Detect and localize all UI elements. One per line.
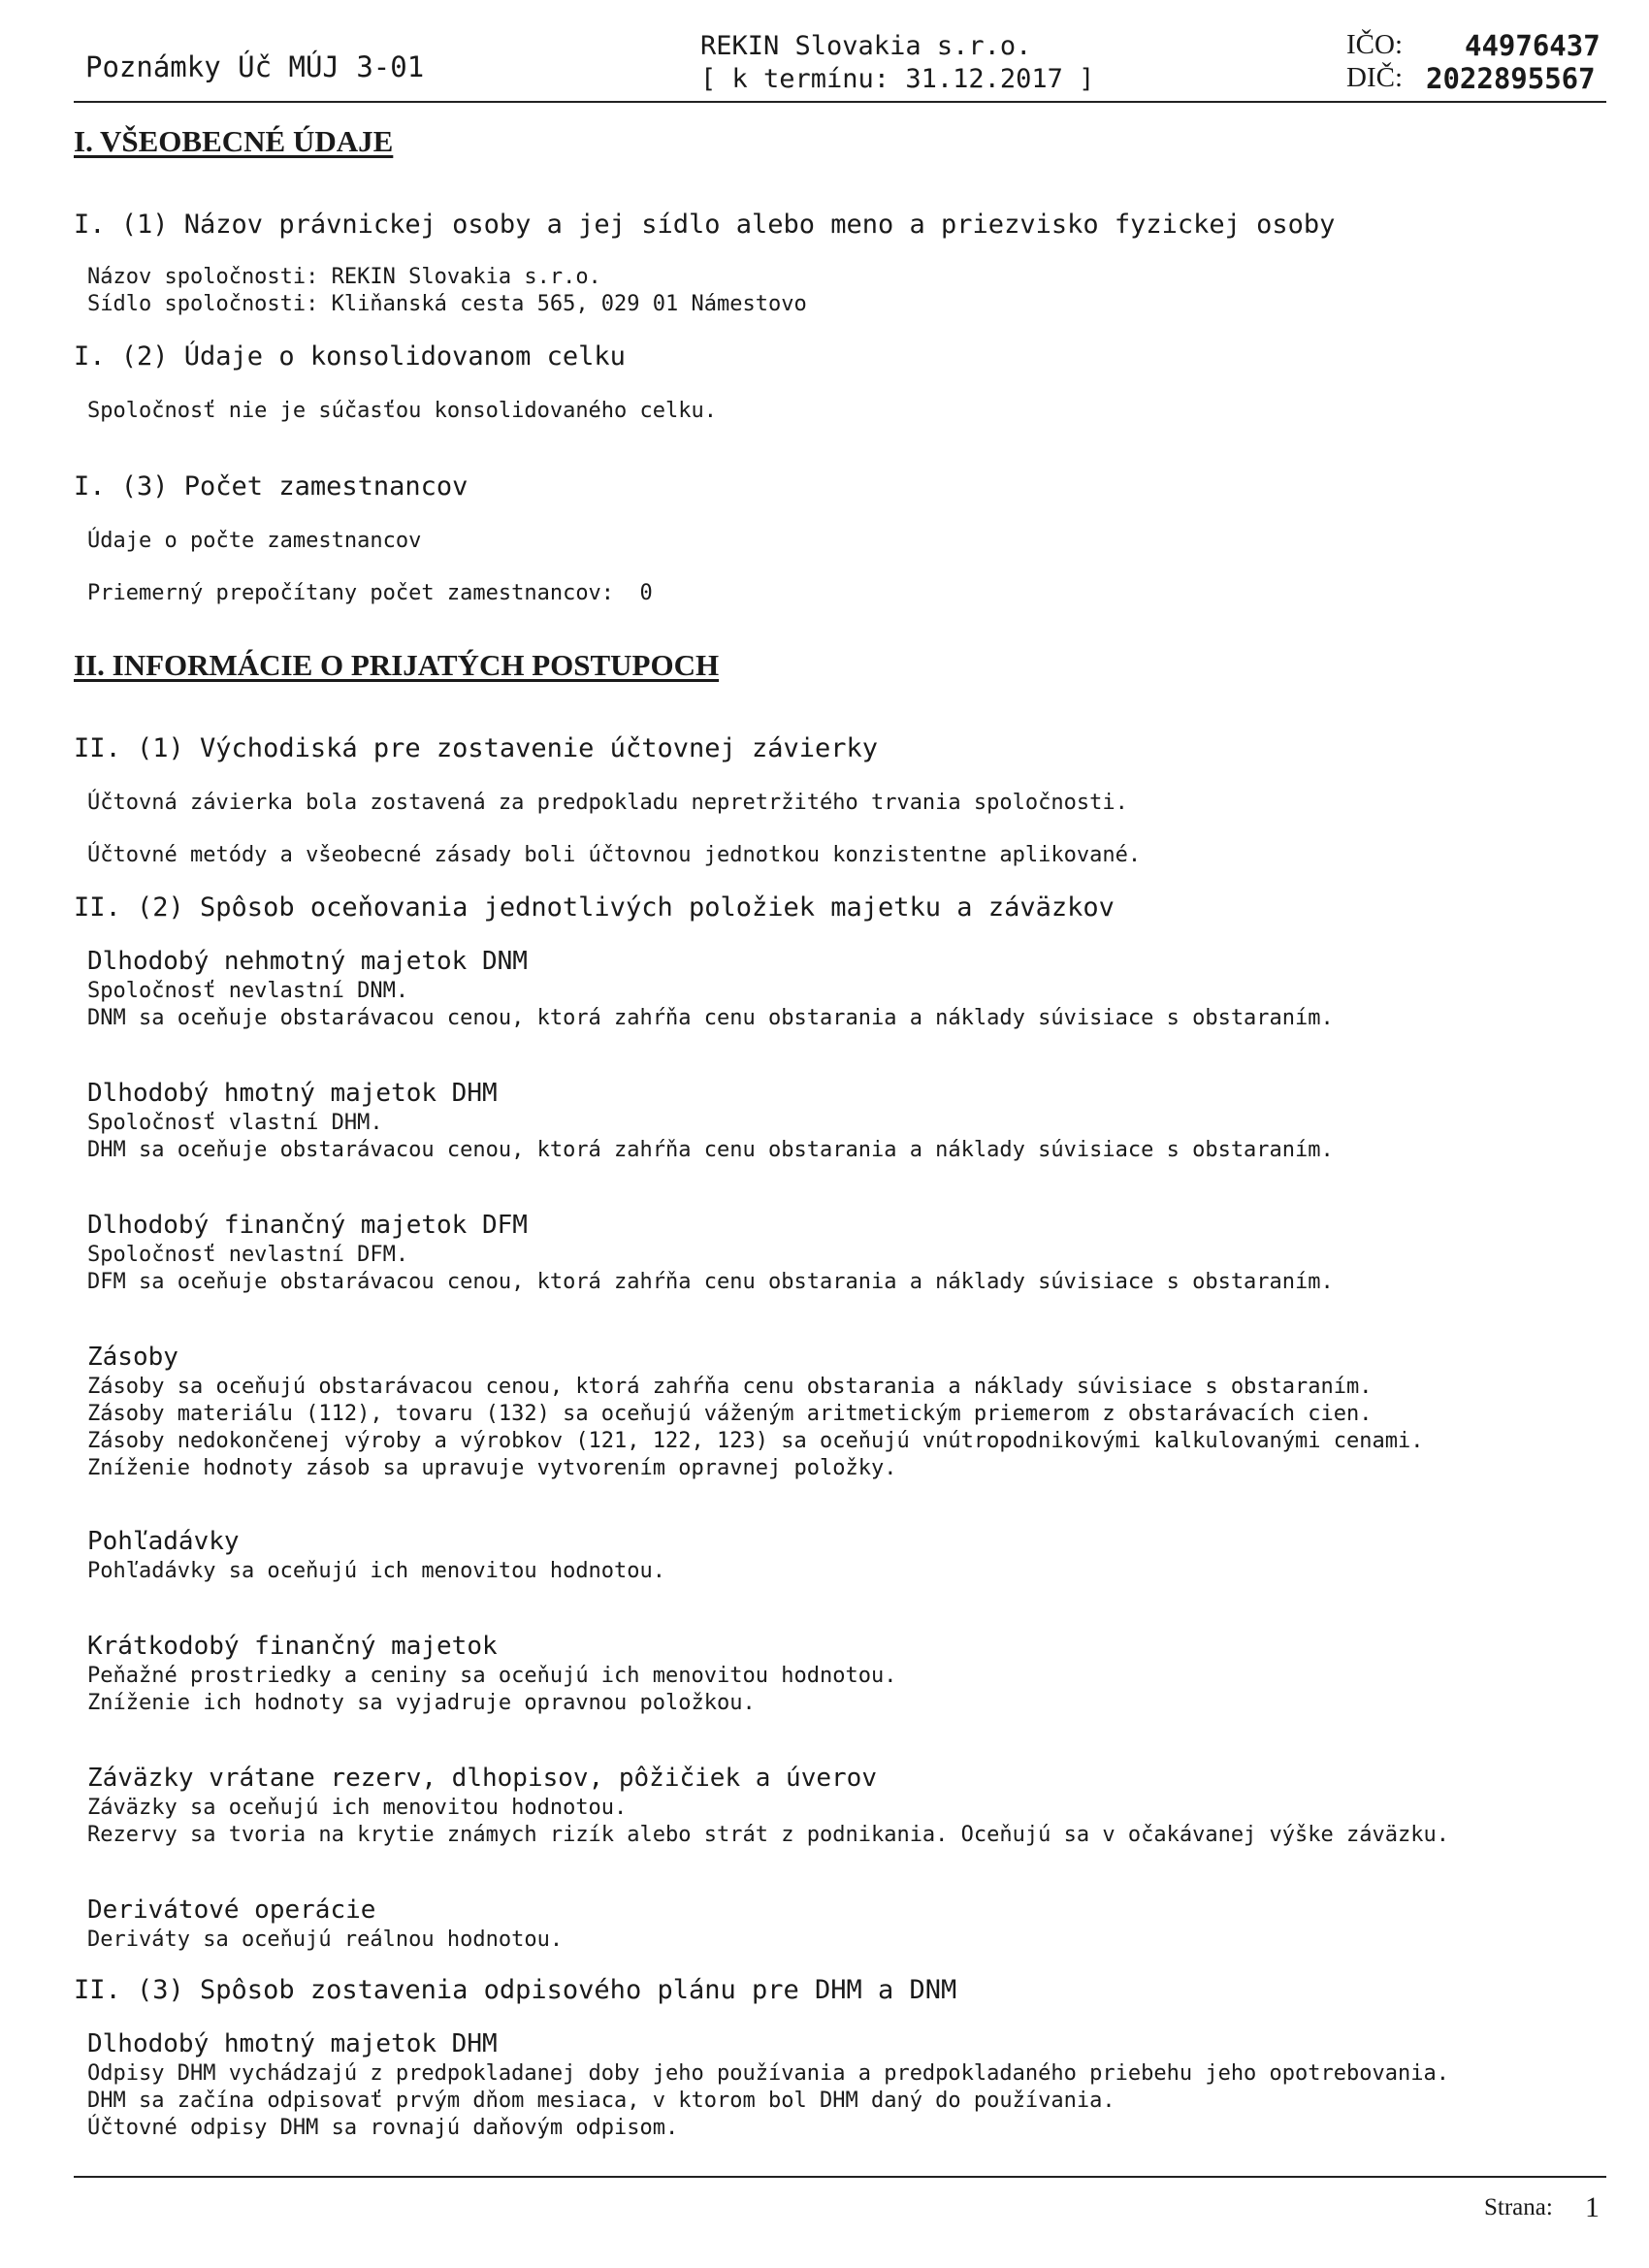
going-concern-text: Účtovná závierka bola zostavená za predpokladu nepretržitého trvania spoločnosti.	[87, 791, 1128, 815]
deadline-date: [ k termínu: 31.12.2017 ]	[700, 64, 1095, 94]
liabilities-title: Záväzky vrátane rezerv, dlhopisov, pôžičiek a úverov	[87, 1764, 877, 1793]
section-1-2-heading: I. (2) Údaje o konsolidovanom celku	[74, 341, 626, 372]
dhm-title: Dlhodobý hmotný majetok DHM	[87, 1079, 498, 1108]
depreciation-line-1: Odpisy DHM vychádzajú z predpokladanej doby jeho používania a predpokladaného priebehu jeho opotrebovania.	[87, 2061, 1449, 2086]
short-term-assets-title: Krátkodobý finančný majetok	[87, 1632, 498, 1661]
dic-label: DIČ:	[1346, 62, 1403, 93]
dfm-line-1: Spoločnosť nevlastní DFM.	[87, 1243, 409, 1267]
inventory-line-4: Zníženie hodnoty zásob sa upravuje vytvorením opravnej položky.	[87, 1456, 897, 1480]
receivables-title: Pohľadávky	[87, 1527, 240, 1556]
inventory-line-3: Zásoby nedokončenej výroby a výrobkov (121, 122, 123) sa oceňujú vnútropodnikovými kalkulovanými cenami.	[87, 1429, 1424, 1453]
document-code: Poznámky Úč MÚJ 3-01	[85, 50, 425, 83]
dhm-line-1: Spoločnosť vlastní DHM.	[87, 1111, 383, 1135]
dfm-line-2: DFM sa oceňuje obstarávacou cenou, ktorá zahŕňa cenu obstarania a náklady súvisiace s obstaraním.	[87, 1270, 1334, 1294]
page-label: Strana:	[1484, 2194, 1553, 2220]
ico-value: 44976437	[1465, 29, 1600, 62]
short-term-assets-line-2: Zníženie ich hodnoty sa vyjadruje opravnou položkou.	[87, 1691, 756, 1715]
inventory-title: Zásoby	[87, 1343, 178, 1372]
company-name-line: Názov spoločnosti: REKIN Slovakia s.r.o.	[87, 265, 601, 289]
section-2-3-heading: II. (3) Spôsob zostavenia odpisového plánu pre DHM a DNM	[74, 1975, 957, 2005]
dfm-title: Dlhodobý finančný majetok DFM	[87, 1211, 528, 1240]
section-2-1-heading: II. (1) Východiská pre zostavenie účtovnej závierky	[74, 733, 879, 763]
section-1-1-heading: I. (1) Názov právnickej osoby a jej sídlo alebo meno a priezvisko fyzickej osoby	[74, 210, 1336, 240]
header-divider	[74, 101, 1606, 103]
depreciation-line-3: Účtovné odpisy DHM sa rovnajú daňovým odpisom.	[87, 2116, 679, 2140]
page-number: 1	[1585, 2191, 1600, 2223]
section-2-2-heading: II. (2) Spôsob oceňovania jednotlivých položiek majetku a záväzkov	[74, 892, 1115, 923]
consolidation-text: Spoločnosť nie je súčasťou konsolidovaného celku.	[87, 399, 718, 423]
inventory-line-2: Zásoby materiálu (112), tovaru (132) sa oceňujú váženým aritmetickým priemerom z obstarávacích cien.	[87, 1402, 1373, 1426]
liabilities-line-2: Rezervy sa tvoria na krytie známych rizík alebo strát z podnikania. Oceňujú sa v očakávanej výške záväzku.	[87, 1823, 1449, 1847]
derivatives-line-1: Deriváty sa oceňujú reálnou hodnotou.	[87, 1928, 564, 1952]
inventory-line-1: Zásoby sa oceňujú obstarávacou cenou, ktorá zahŕňa cenu obstarania a náklady súvisiace s obstaraním.	[87, 1375, 1373, 1399]
short-term-assets-line-1: Peňažné prostriedky a ceniny sa oceňujú ich menovitou hodnotou.	[87, 1664, 897, 1688]
dnm-line-2: DNM sa oceňuje obstarávacou cenou, ktorá zahŕňa cenu obstarania a náklady súvisiace s obstaraním.	[87, 1006, 1334, 1030]
receivables-line-1: Pohľadávky sa oceňujú ich menovitou hodnotou.	[87, 1559, 666, 1583]
section-1-title: I. VŠEOBECNÉ ÚDAJE	[74, 124, 394, 158]
derivatives-title: Derivátové operácie	[87, 1895, 376, 1925]
dnm-title: Dlhodobý nehmotný majetok DNM	[87, 947, 528, 976]
employees-count: Priemerný prepočítany počet zamestnancov: 0	[87, 581, 653, 605]
depreciation-line-2: DHM sa začína odpisovať prvým dňom mesiaca, v ktorom bol DHM daný do používania.	[87, 2089, 1116, 2113]
company-name: REKIN Slovakia s.r.o.	[700, 31, 1032, 61]
section-2-title: II. INFORMÁCIE O PRIJATÝCH POSTUPOCH	[74, 648, 720, 682]
ico-label: IČO:	[1346, 29, 1403, 60]
depreciation-dhm-title: Dlhodobý hmotný majetok DHM	[87, 2029, 498, 2058]
company-seat-line: Sídlo spoločnosti: Kliňanská cesta 565, 029 01 Námestovo	[87, 292, 807, 316]
accounting-methods-text: Účtovné metódy a všeobecné zásady boli účtovnou jednotkou konzistentne aplikované.	[87, 843, 1142, 867]
dnm-line-1: Spoločnosť nevlastní DNM.	[87, 979, 409, 1003]
dic-value: 2022895567	[1426, 62, 1596, 95]
footer-divider	[74, 2176, 1606, 2178]
liabilities-line-1: Záväzky sa oceňujú ich menovitou hodnotou.	[87, 1796, 628, 1820]
section-1-3-heading: I. (3) Počet zamestnancov	[74, 471, 469, 502]
employees-caption: Údaje o počte zamestnancov	[87, 529, 422, 553]
dhm-line-2: DHM sa oceňuje obstarávacou cenou, ktorá zahŕňa cenu obstarania a náklady súvisiace s obstaraním.	[87, 1138, 1334, 1162]
